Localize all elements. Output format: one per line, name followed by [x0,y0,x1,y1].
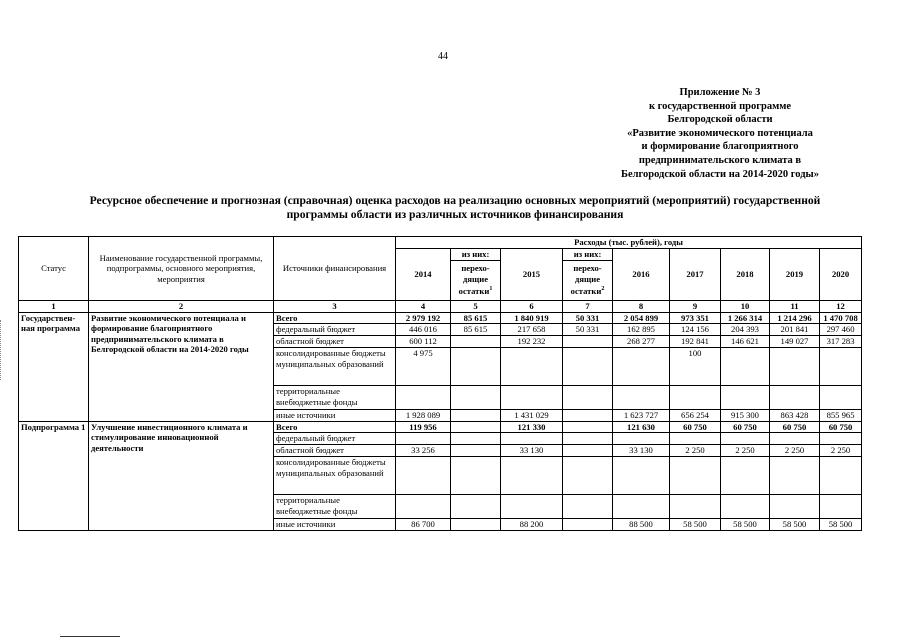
value-cell: 656 254 [670,410,721,422]
value-cell [613,386,670,410]
header-name: Наименование государственной программы, подпрограммы, основного мероприятия, мероприятия [89,237,274,301]
table-row [19,312,862,324]
row-source: территориальные внебюджетные фонды [274,495,396,519]
value-cell: 58 500 [670,519,721,531]
value-cell [451,336,501,348]
value-cell [820,348,862,386]
value-cell [820,495,862,519]
column-index: 12 [820,300,862,312]
value-cell: 58 500 [721,519,770,531]
value-cell [451,519,501,531]
header-of-them: из них: [451,249,501,261]
header-of-them: из них: [563,249,613,261]
value-cell [820,386,862,410]
appendix-line: Белгородской области на 2014-2020 годы» [621,168,819,180]
value-cell: 4 975 [396,348,451,386]
value-cell [563,410,613,422]
value-cell [451,495,501,519]
value-cell: 915 300 [721,410,770,422]
value-cell: 217 658 [501,324,563,336]
value-cell [501,457,563,495]
table-header [19,237,862,313]
budget-table [18,236,862,531]
value-cell: 60 750 [670,421,721,433]
value-cell: 50 331 [563,324,613,336]
value-cell [613,495,670,519]
value-cell [820,433,862,445]
value-cell: 86 700 [396,519,451,531]
appendix-caption [600,86,840,181]
footnote-separator [60,636,120,637]
column-index: 8 [613,300,670,312]
header-year-2018: 2018 [721,249,770,301]
appendix-line: к государственной программе [648,100,792,112]
value-cell: 1 840 919 [501,312,563,324]
header-year-2014: 2014 [396,249,451,301]
header-year-2015: 2015 [501,249,563,301]
column-index: 9 [670,300,721,312]
row-name: Развитие экономического потенциала и формирование благоприятного предпринимательского климата в Белгородской области на 2014-2020 годы [89,312,274,421]
title-line: Ресурсное обеспечение и прогнозная (справочная) оценка расходов на реализацию основных мероприятий (мероприятий) государственной [89,194,821,207]
value-cell: 2 979 192 [396,312,451,324]
table-row [19,421,862,433]
value-cell [613,433,670,445]
value-cell: 1 470 708 [820,312,862,324]
value-cell [451,386,501,410]
appendix-line: и формирование благоприятного [641,141,799,153]
value-cell: 58 500 [770,519,820,531]
value-cell [770,457,820,495]
footnote-mark: 2 [601,286,605,293]
value-cell: 600 112 [396,336,451,348]
value-cell: 124 156 [670,324,721,336]
value-cell: 146 621 [721,336,770,348]
row-source: Всего [274,312,396,324]
column-index: 7 [563,300,613,312]
value-cell: 162 895 [613,324,670,336]
value-cell [613,348,670,386]
header-year-2020: 2020 [820,249,862,301]
page-number: 44 [438,51,448,62]
value-cell [451,348,501,386]
value-cell [670,457,721,495]
row-source: Всего [274,421,396,433]
appendix-line: предпринимательского климата в [638,154,802,166]
value-cell: 121 330 [501,421,563,433]
value-cell [396,386,451,410]
row-name: Улучшение инвестиционного климата и стимулирование инновационной деятельности [89,421,274,530]
column-index: 6 [501,300,563,312]
value-cell [770,495,820,519]
row-source: областной бюджет [274,445,396,457]
header-sources: Источники финансирования [274,237,396,301]
value-cell: 297 460 [820,324,862,336]
value-cell: 88 500 [613,519,670,531]
value-cell: 88 200 [501,519,563,531]
value-cell [563,386,613,410]
row-status: Подпрограмма 1 [19,421,89,530]
value-cell: 2 250 [721,445,770,457]
title-line: программы области из различных источников финансирования [286,208,624,221]
header-carryover-2 [563,260,613,300]
header-year-2017: 2017 [670,249,721,301]
header-carryover-1 [451,260,501,300]
row-source: федеральный бюджет [274,433,396,445]
appendix-line: «Развитие экономического потенциала [627,127,813,139]
row-source: консолидированные бюджеты муниципальных образований [274,457,396,495]
header-year-2016: 2016 [613,249,670,301]
value-cell [501,348,563,386]
value-cell [501,495,563,519]
footnote-mark: 1 [489,286,493,293]
value-cell [563,348,613,386]
value-cell [563,421,613,433]
value-cell: 85 615 [451,324,501,336]
value-cell [563,336,613,348]
column-index: 5 [451,300,501,312]
header-expenses: Расходы (тыс. рублей), годы [396,237,862,249]
row-status: Государствен-ная программа [19,312,89,421]
value-cell [563,519,613,531]
value-cell: 446 016 [396,324,451,336]
value-cell: 58 500 [820,519,862,531]
column-index: 4 [396,300,451,312]
value-cell [396,457,451,495]
value-cell: 1 928 089 [396,410,451,422]
value-cell: 863 428 [770,410,820,422]
value-cell [721,457,770,495]
column-index: 2 [89,300,274,312]
value-cell [451,457,501,495]
value-cell [563,457,613,495]
column-index: 3 [274,300,396,312]
value-cell: 2 054 899 [613,312,670,324]
header-year-2019: 2019 [770,249,820,301]
value-cell: 1 431 029 [501,410,563,422]
header-remains-label: остатки [458,286,490,297]
value-cell: 192 232 [501,336,563,348]
value-cell: 973 351 [670,312,721,324]
table-body [19,312,862,530]
value-cell [451,410,501,422]
value-cell [451,445,501,457]
column-index-row [19,300,862,312]
value-cell: 60 750 [820,421,862,433]
row-source: территориальные внебюджетные фонды [274,386,396,410]
value-cell [670,433,721,445]
value-cell: 2 250 [770,445,820,457]
value-cell: 855 965 [820,410,862,422]
appendix-line: Приложение № 3 [679,87,761,98]
value-cell: 204 393 [721,324,770,336]
scan-artifact [0,320,3,380]
value-cell: 60 750 [721,421,770,433]
header-carryover-label: перехо-дящие [573,263,602,284]
document-title [20,194,890,222]
value-cell [451,433,501,445]
value-cell [396,495,451,519]
value-cell [396,433,451,445]
column-index: 11 [770,300,820,312]
column-index: 10 [721,300,770,312]
value-cell: 33 130 [613,445,670,457]
value-cell: 85 615 [451,312,501,324]
value-cell: 149 027 [770,336,820,348]
appendix-line: Белгородской области [667,114,773,126]
value-cell: 268 277 [613,336,670,348]
value-cell: 119 956 [396,421,451,433]
value-cell [770,386,820,410]
value-cell [563,495,613,519]
value-cell [563,445,613,457]
value-cell: 317 283 [820,336,862,348]
value-cell [451,421,501,433]
value-cell: 192 841 [670,336,721,348]
value-cell [613,457,670,495]
row-source: иные источники [274,519,396,531]
value-cell: 33 130 [501,445,563,457]
value-cell [670,495,721,519]
value-cell: 1 214 296 [770,312,820,324]
value-cell [721,386,770,410]
row-source: иные источники [274,410,396,422]
row-source: областной бюджет [274,336,396,348]
value-cell: 2 250 [670,445,721,457]
value-cell [770,433,820,445]
value-cell [820,457,862,495]
header-carryover-label: перехо-дящие [461,263,490,284]
row-source: консолидированные бюджеты муниципальных образований [274,348,396,386]
value-cell: 1 623 727 [613,410,670,422]
value-cell [721,348,770,386]
value-cell: 50 331 [563,312,613,324]
value-cell [501,386,563,410]
value-cell: 201 841 [770,324,820,336]
header-remains-label: остатки [570,286,602,297]
value-cell: 1 266 314 [721,312,770,324]
header-status: Статус [19,237,89,301]
value-cell [501,433,563,445]
value-cell: 60 750 [770,421,820,433]
value-cell [721,433,770,445]
row-source: федеральный бюджет [274,324,396,336]
value-cell: 2 250 [820,445,862,457]
value-cell [563,433,613,445]
value-cell: 100 [670,348,721,386]
value-cell [721,495,770,519]
value-cell: 33 256 [396,445,451,457]
value-cell [770,348,820,386]
value-cell [670,386,721,410]
value-cell: 121 630 [613,421,670,433]
column-index: 1 [19,300,89,312]
